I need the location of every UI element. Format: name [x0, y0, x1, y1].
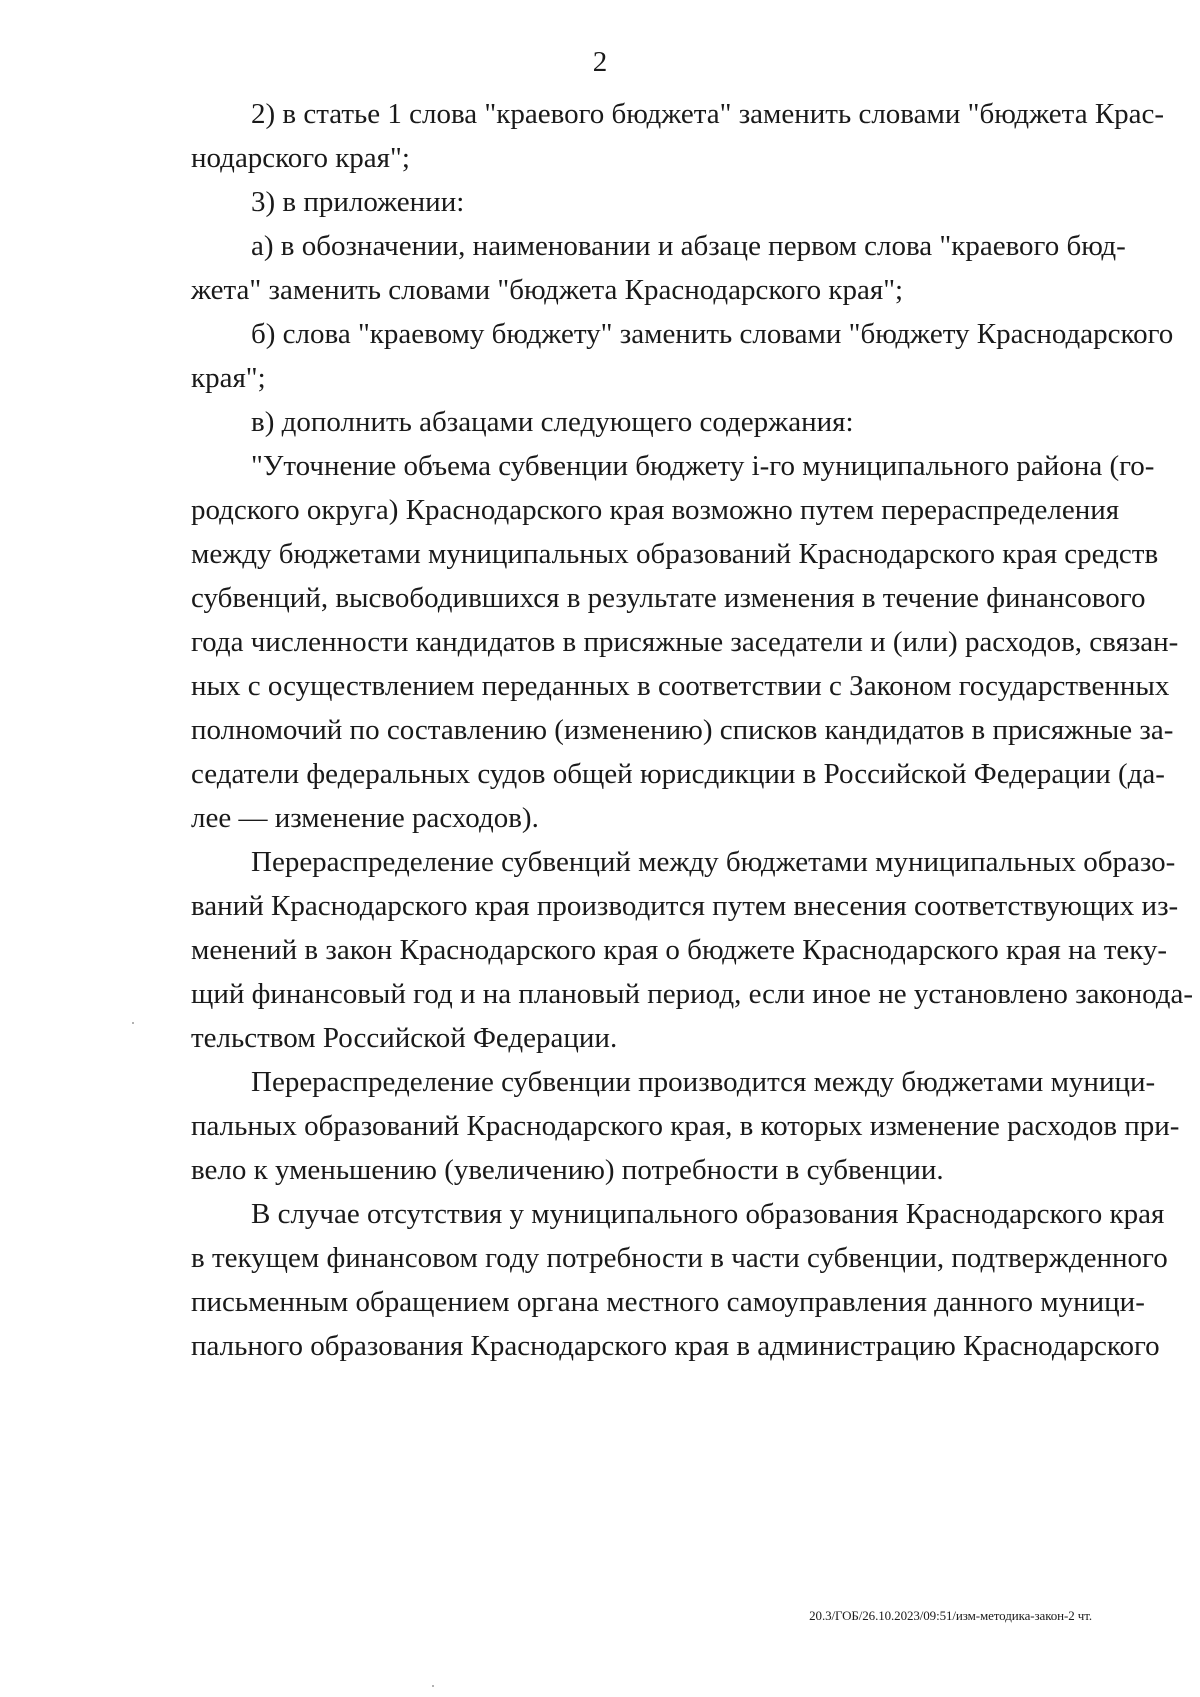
- text-line: Перераспределение субвенции производится между бюджетами муници-: [251, 1066, 1156, 1098]
- scan-speck: [432, 1685, 434, 1687]
- text-line: жета" заменить словами "бюджета Краснодарского края";: [191, 274, 904, 306]
- text-line: В случае отсутствия у муниципального образования Краснодарского края: [251, 1198, 1165, 1230]
- text-line: Перераспределение субвенций между бюджетами муниципальных образо-: [251, 846, 1176, 878]
- scan-speck: [132, 1022, 134, 1024]
- text-line: лее — изменение расходов).: [191, 802, 539, 834]
- text-line: в текущем финансовом году потребности в части субвенции, подтвержденного: [191, 1242, 1168, 1274]
- text-line: между бюджетами муниципальных образований Краснодарского края средств: [191, 538, 1159, 570]
- text-line: ваний Краснодарского края производится путем внесения соответствующих из-: [191, 890, 1179, 922]
- text-line: пального образования Краснодарского края в администрацию Краснодарского: [191, 1330, 1160, 1362]
- text-line: а) в обозначении, наименовании и абзаце первом слова "краевого бюд-: [251, 230, 1126, 262]
- text-line: седатели федеральных судов общей юрисдикции в Российской Федерации (да-: [191, 758, 1165, 790]
- document-body: [191, 92, 1194, 1368]
- document-footer-code: 20.3/ГОБ/26.10.2023/09:51/изм-методика-закон-2 чт.: [809, 1608, 1092, 1623]
- text-line: письменным обращением органа местного самоуправления данного муници-: [191, 1286, 1145, 1318]
- text-line: 2) в статье 1 слова "краевого бюджета" заменить словами "бюджета Крас-: [251, 98, 1165, 130]
- text-line: б) слова "краевому бюджету" заменить словами "бюджету Краснодарского: [251, 318, 1174, 350]
- text-line: нодарского края";: [191, 142, 410, 174]
- page-number: 2: [592, 46, 608, 78]
- text-line: субвенций, высвободившихся в результате изменения в течение финансового: [191, 582, 1146, 614]
- text-line: тельством Российской Федерации.: [191, 1022, 618, 1054]
- text-line: края";: [191, 362, 266, 394]
- text-line: щий финансовый год и на плановый период, если иное не установлено законода-: [191, 978, 1194, 1010]
- text-line: ных с осуществлением переданных в соответствии с Законом государственных: [191, 670, 1170, 702]
- text-line: пальных образований Краснодарского края, в которых изменение расходов при-: [191, 1110, 1180, 1142]
- text-line: в) дополнить абзацами следующего содержания:: [251, 406, 854, 438]
- text-line: родского округа) Краснодарского края возможно путем перераспределения: [191, 494, 1120, 526]
- text-line: полномочий по составлению (изменению) списков кандидатов в присяжные за-: [191, 714, 1174, 746]
- text-line: менений в закон Краснодарского края о бюджете Краснодарского края на теку-: [191, 934, 1168, 966]
- text-line: года численности кандидатов в присяжные заседатели и (или) расходов, связан-: [191, 626, 1179, 658]
- text-line: 3) в приложении:: [251, 186, 465, 218]
- text-line: "Уточнение объема субвенции бюджету i-го муниципального района (го-: [251, 450, 1155, 482]
- text-line: вело к уменьшению (увеличению) потребности в субвенции.: [191, 1154, 944, 1186]
